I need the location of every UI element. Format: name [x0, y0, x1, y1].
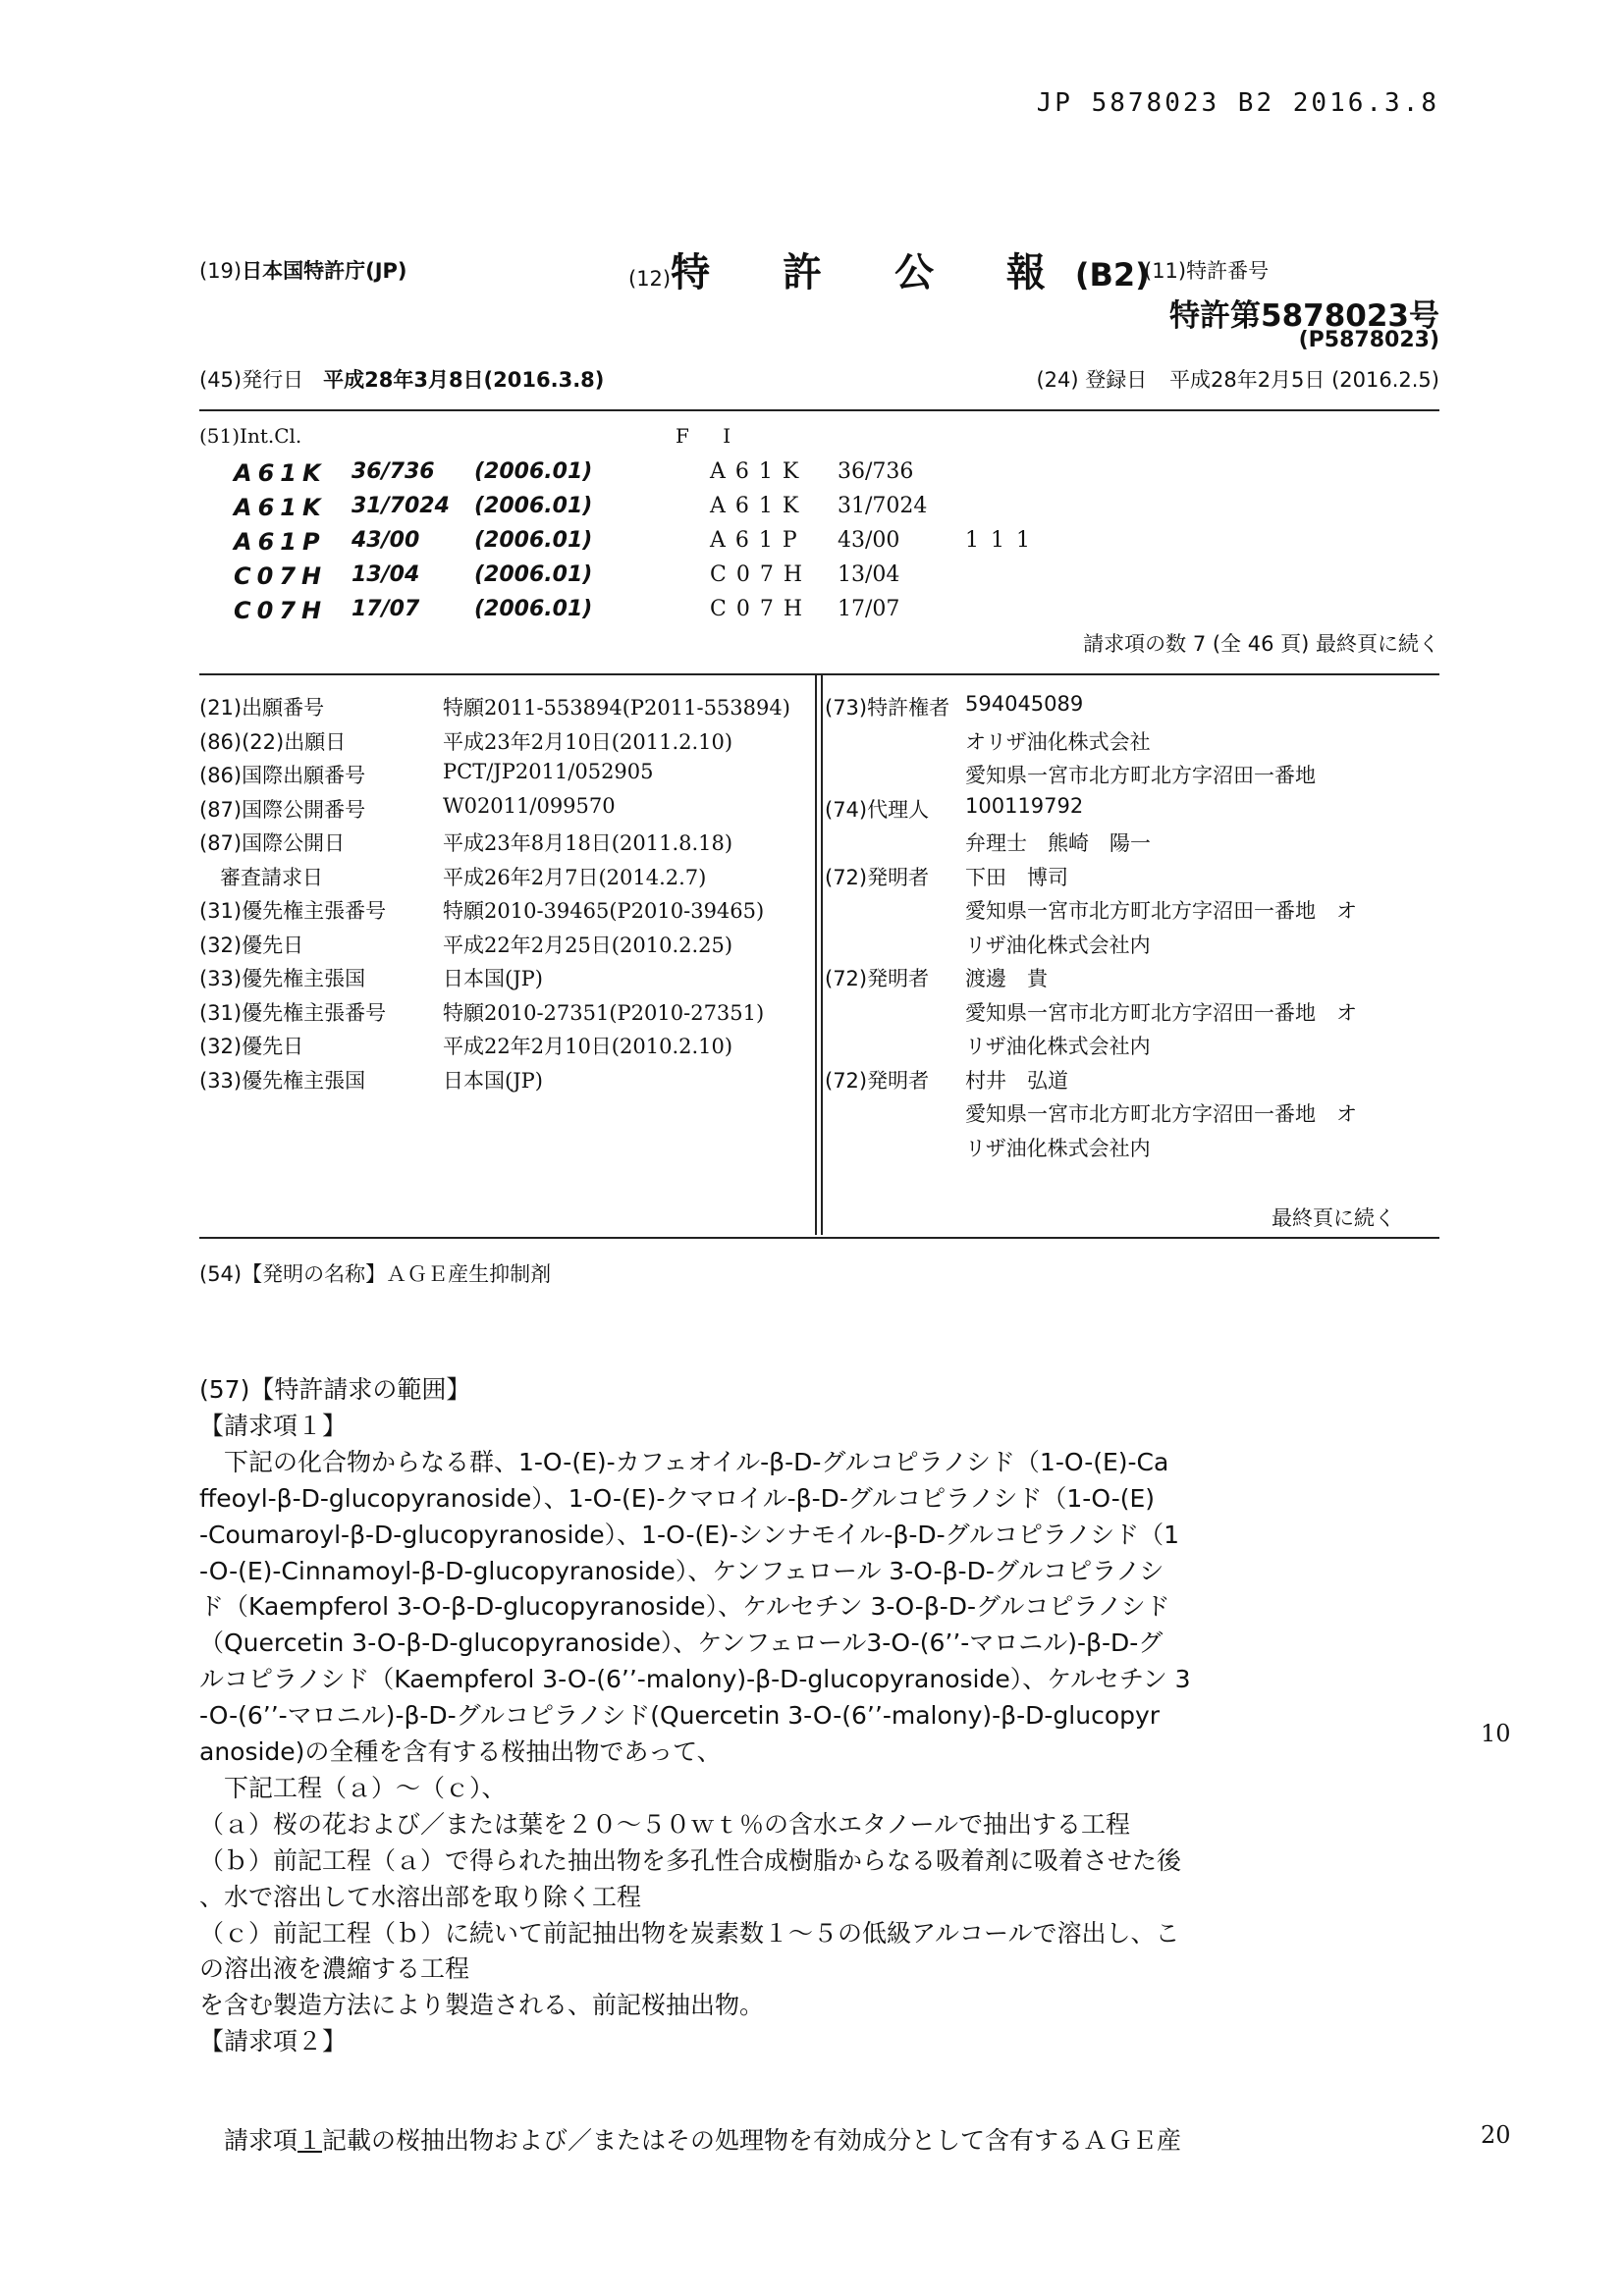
claim-text-line: ffeoyl-β-D-glucopyranoside）、1-O-(E)-クマロイル-β-D-グルコピラノシド（1-O-(E) [199, 1483, 1156, 1513]
bib-left-row [199, 828, 808, 857]
continued-note: 最終頁に続く [1272, 1206, 1395, 1230]
bib-key: (31)優先権主張番号 [199, 1000, 387, 1025]
bib-value: 日本国(JP) [443, 967, 543, 990]
bib-value: 594045089 [965, 692, 1084, 716]
fi-subgroup: 31/7024 [838, 494, 928, 518]
bib-value: 特願2011-553894(P2011-553894) [443, 696, 790, 720]
issue-label: 発行日 [242, 368, 304, 392]
bib-right-row [825, 794, 1434, 824]
last-line-post: 記載の桜抽出物および／またはその処理物を有効成分として含有するＡＧＥ産 [322, 2126, 1182, 2155]
fi-code: A61P [710, 528, 807, 553]
claim-text-line: (57)【特許請求の範囲】 [199, 1375, 471, 1404]
bib-value: 特願2010-27351(P2010-27351) [443, 1000, 765, 1025]
bib-left-row [199, 963, 808, 992]
invention-title: (54)【発明の名称】ＡＧＥ産生抑制剤 [199, 1262, 552, 1286]
bib-value: 平成26年2月7日(2014.2.7) [443, 865, 707, 889]
patent-no-code: (11) [1144, 259, 1187, 283]
bib-value: リザ油化株式会社内 [965, 933, 1151, 957]
line-number-20: 20 [1481, 2121, 1511, 2149]
bib-right-row [825, 963, 1434, 992]
reg-label: 登録日 [1085, 368, 1148, 392]
bib-key: 審査請求日 [199, 865, 323, 889]
claim-text-line: -Coumaroyl-β-D-glucopyranoside）、1-O-(E)-シンナモイル-β-D-グルコピラノシド（1 [199, 1520, 1180, 1549]
bib-key: (31)優先権主張番号 [199, 899, 387, 923]
bib-key: (32)優先日 [199, 1035, 304, 1058]
type-code: (12) [628, 267, 672, 291]
bib-value: 村井 弘道 [965, 1068, 1068, 1093]
bib-right-row [825, 692, 1434, 721]
bib-key: (72)発明者 [825, 865, 930, 889]
bib-key: (33)優先権主張国 [199, 1068, 366, 1093]
publication-type [628, 241, 1150, 297]
bib-key: (73)特許権者 [825, 696, 950, 720]
claim-text-line: ド（Kaempferol 3-O-β-D-glucopyranoside）、ケルセチン 3-O-β-D-グルコピラノシド [199, 1592, 1170, 1622]
bib-value: 100119792 [965, 793, 1084, 818]
ipc-subgroup: 17/07 [352, 597, 420, 621]
bib-key: (72)発明者 [825, 967, 930, 990]
type-title: 特 許 公 報 [671, 250, 1075, 295]
bib-value: 平成23年2月10日(2011.2.10) [443, 729, 733, 754]
patent-number-alt: (P5878023) [1298, 328, 1439, 352]
bib-value: 下田 博司 [965, 865, 1068, 889]
ipc-version: (2006.01) [474, 459, 593, 484]
bib-left-row [199, 726, 808, 756]
issue-date: 平成28年3月8日(2016.3.8) [323, 368, 605, 392]
bib-value: 弁理士 熊崎 陽一 [965, 831, 1151, 855]
bib-value: PCT/JP2011/052905 [443, 760, 654, 783]
bib-value: 特願2010-39465(P2010-39465) [443, 899, 765, 923]
rule-middle [199, 673, 1439, 675]
country-code: (19) [199, 259, 243, 283]
registration-date-line [1036, 364, 1439, 394]
claim-text-line: 【請求項１】 [199, 1411, 348, 1440]
bib-left-row [199, 794, 808, 824]
bib-value: リザ油化株式会社内 [965, 1136, 1151, 1160]
bib-left-row [199, 997, 808, 1027]
country-office [199, 255, 407, 285]
ipc-version: (2006.01) [474, 494, 593, 518]
reg-code: (24) [1036, 368, 1079, 392]
bib-value: 平成22年2月25日(2010.2.25) [443, 933, 733, 957]
fi-label: F I [676, 424, 745, 448]
bib-left-row [199, 930, 808, 959]
bib-left-row [199, 760, 808, 789]
claim-text-line: を含む製造方法により製造される、前記桜抽出物。 [199, 1991, 765, 2020]
fi-subgroup: 17/07 [838, 597, 900, 621]
claim-ref-link: １ [298, 2126, 323, 2155]
bib-left-row [199, 895, 808, 925]
claim-text-line: （Quercetin 3-O-β-D-glucopyranoside）、ケンフェロール3-O-(6’’-マロニル)-β-D-グ [199, 1629, 1164, 1658]
fi-code: C07H [710, 597, 813, 621]
claim-text-line: 【請求項２】 [199, 2027, 348, 2056]
bib-right-row [825, 828, 1434, 857]
last-line-pre: 請求項 [199, 2126, 298, 2155]
ipc-subgroup: 36/736 [352, 459, 435, 484]
claim-text-line: の溶出液を濃縮する工程 [199, 1954, 470, 1984]
claim-text-line: 、水で溶出して水溶出部を取り除く工程 [199, 1882, 642, 1911]
bib-right-row [825, 1031, 1434, 1060]
bib-key: (72)発明者 [825, 1068, 930, 1093]
fi-subgroup: 36/736 [838, 459, 914, 484]
ipc-code: A61P [234, 528, 326, 556]
bib-key: (33)優先権主張国 [199, 967, 366, 990]
ipc-code: C07H [234, 597, 328, 624]
issue-date-line [199, 364, 604, 394]
ipc-version: (2006.01) [474, 562, 593, 587]
fi-subgroup: 13/04 [838, 562, 900, 587]
ipc-code: C07H [234, 562, 328, 590]
ipc-version: (2006.01) [474, 597, 593, 621]
bib-value: W02011/099570 [443, 793, 616, 818]
type-suffix: (B2) [1074, 256, 1150, 294]
claim-text-line: （ａ）桜の花および／または葉を２０～５０ｗｔ％の含水エタノールで抽出する工程 [199, 1809, 1131, 1839]
ipc-subgroup: 43/00 [352, 528, 420, 553]
bib-left-row [199, 692, 808, 721]
fi-code: C07H [710, 562, 813, 587]
claims-count: 請求項の数 7 (全 46 頁) 最終頁に続く [1083, 632, 1439, 656]
bib-right-row [825, 1133, 1434, 1162]
ipc-code: A61K [234, 459, 327, 487]
bib-right-row [825, 726, 1434, 756]
rule-top [199, 409, 1439, 411]
bib-key: (87)国際公開日 [199, 831, 346, 855]
bib-key: (21)出願番号 [199, 696, 325, 720]
bib-value: オリザ油化株式会社 [965, 729, 1151, 754]
ipc-subgroup: 31/7024 [352, 494, 450, 518]
fi-subgroup: 43/00 [838, 528, 900, 553]
bib-right-row [825, 1098, 1434, 1128]
bib-right-row [825, 862, 1434, 891]
bib-value: 愛知県一宮市北方町北方字沼田一番地 オ [965, 899, 1357, 923]
bib-left-row [199, 862, 808, 891]
bib-key: (87)国際公開番号 [199, 797, 366, 822]
bib-value: 愛知県一宮市北方町北方字沼田一番地 [965, 764, 1316, 787]
claims-last-line [199, 2121, 1181, 2157]
issue-code: (45) [199, 368, 243, 392]
bib-value: リザ油化株式会社内 [965, 1035, 1151, 1058]
claim-text-line: ルコピラノシド（Kaempferol 3-O-(6’’-malony)-β-D-glucopyranoside）、ケルセチン 3 [199, 1665, 1191, 1694]
bib-left-row [199, 1031, 808, 1060]
bib-value: 平成22年2月10日(2010.2.10) [443, 1035, 733, 1058]
patent-number-label [1144, 255, 1269, 285]
claim-text-line: （ｃ）前記工程（ｂ）に続いて前記抽出物を炭素数１～５の低級アルコールで溶出し、こ [199, 1918, 1180, 1948]
patent-number: 特許第5878023号 [1169, 298, 1439, 334]
fi-code: A61K [710, 459, 809, 484]
fi-extra: 111 [965, 528, 1042, 553]
bib-key: (86)国際出願番号 [199, 764, 366, 787]
claim-text-line: 下記の化合物からなる群、1-O-(E)-カフェオイル-β-D-グルコピラノシド（1-O-(E)-Ca [199, 1447, 1169, 1476]
claim-text-line: 下記工程（ａ）～（ｃ）、 [199, 1773, 507, 1802]
claim-text-line: -O-(E)-Cinnamoyl-β-D-glucopyranoside）、ケンフェロール 3-O-β-D-グルコピラノシ [199, 1556, 1164, 1585]
bib-value: 愛知県一宮市北方町北方字沼田一番地 オ [965, 1102, 1357, 1126]
bib-value: 平成23年8月18日(2011.8.18) [443, 831, 733, 855]
ipc-code: A61K [234, 494, 327, 521]
bib-right-row [825, 895, 1434, 925]
bib-right-row [825, 997, 1434, 1027]
claim-text-line: -O-(6’’-マロニル)-β-D-グルコピラノシド(Quercetin 3-O-(6’’-malony)-β-D-glucopyr [199, 1701, 1161, 1731]
bib-key: (86)(22)出願日 [199, 729, 347, 754]
document-reference: JP 5878023 B2 2016.3.8 [1036, 88, 1439, 118]
column-divider [815, 675, 817, 1235]
reg-date: 平成28年2月5日 (2016.2.5) [1168, 368, 1439, 392]
patent-no-label: 特許番号 [1186, 259, 1270, 283]
bib-key: (74)代理人 [825, 797, 930, 822]
ipc-version: (2006.01) [474, 528, 593, 553]
bib-right-row [825, 760, 1434, 789]
bib-right-row [825, 1065, 1434, 1095]
bib-right-row [825, 930, 1434, 959]
bib-left-row [199, 1065, 808, 1095]
bib-value: 渡邊 貴 [965, 967, 1048, 990]
bib-key: (32)優先日 [199, 933, 304, 957]
int-cl-label: (51)Int.Cl. [199, 424, 302, 448]
line-number-10: 10 [1481, 1720, 1511, 1747]
claim-text-line: （ｂ）前記工程（ａ）で得られた抽出物を多孔性合成樹脂からなる吸着剤に吸着させた後 [199, 1845, 1182, 1875]
bib-value: 愛知県一宮市北方町北方字沼田一番地 オ [965, 1000, 1357, 1025]
claim-text-line: anoside)の全種を含有する桜抽出物であって、 [199, 1737, 722, 1766]
bib-value: 日本国(JP) [443, 1068, 543, 1093]
column-divider-2 [821, 675, 823, 1235]
ipc-subgroup: 13/04 [352, 562, 420, 587]
country-name: 日本国特許庁(JP) [242, 259, 407, 283]
rule-bottom [199, 1237, 1439, 1239]
fi-code: A61K [710, 494, 809, 518]
